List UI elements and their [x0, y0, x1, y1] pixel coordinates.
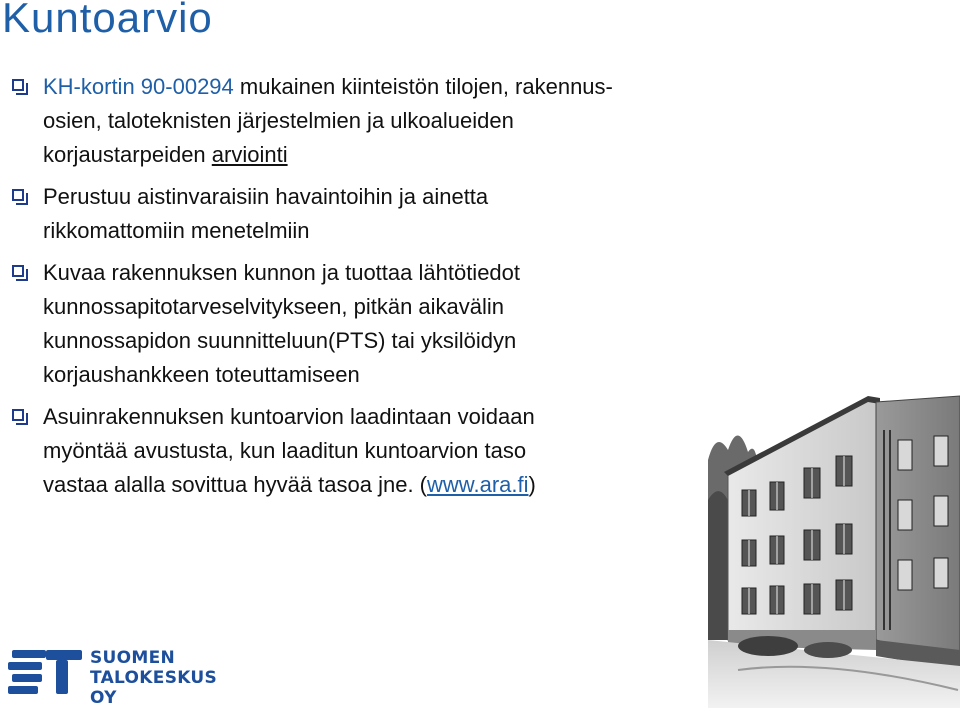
checkbox-bullet-icon: [12, 265, 24, 277]
bullet-line: kunnossapidon suunnitteluun(PTS) tai yksilöidyn: [43, 328, 517, 353]
bullet-text: ): [528, 472, 536, 497]
ara-link[interactable]: www.ara.fi: [427, 472, 529, 497]
underlined-word: arviointi: [211, 142, 288, 167]
bullet-line: osien, taloteknisten järjestelmien ja ulkoalueiden: [43, 108, 514, 133]
company-logo: [8, 642, 248, 708]
bullet-line: Perustuu aistinvaraisiin havaintoihin ja ainetta: [43, 184, 489, 209]
checkbox-bullet-icon: [12, 79, 24, 91]
bullet-line: [43, 138, 712, 172]
page-title: Kuntoarvio: [2, 0, 213, 41]
bullet-item: [12, 180, 712, 248]
bullet-line: rikkomattomiin menetelmiin: [43, 218, 310, 243]
bullet-text: mukainen kiinteistön tilojen, rakennus-: [233, 74, 613, 99]
bullet-item: [12, 70, 712, 172]
reference-code: KH-kortin 90-00294: [43, 74, 234, 99]
bullet-item: [12, 256, 712, 392]
logo-text: [90, 648, 248, 708]
bullet-line: [43, 70, 712, 104]
bullet-line: Kuvaa rakennuksen kunnon ja tuottaa lähtötiedot: [43, 260, 521, 285]
checkbox-bullet-icon: [12, 409, 24, 421]
bullet-text: korjaustarpeiden: [43, 142, 212, 167]
bullet-line: myöntää avustusta, kun laaditun kuntoarvion taso: [43, 438, 527, 463]
bullet-text: vastaa alalla sovittua hyvää tasoa jne. (: [43, 472, 428, 497]
checkbox-bullet-icon: [12, 189, 24, 201]
logo-line-2: TALOKESKUS OY: [90, 668, 218, 708]
logo-line-1: SUOMEN: [90, 648, 176, 668]
bullet-line: korjaushankkeen toteuttamiseen: [43, 362, 360, 387]
bullet-list: [12, 70, 712, 510]
building-photo: [708, 340, 960, 708]
bullet-line: kunnossapitotarveselvitykseen, pitkän aikavälin: [43, 294, 505, 319]
st-logo-mark: [8, 646, 82, 698]
bullet-item: [12, 400, 712, 502]
bullet-line: Asuinrakennuksen kuntoarvion laadintaan voidaan: [43, 404, 535, 429]
bullet-line: [43, 468, 712, 502]
